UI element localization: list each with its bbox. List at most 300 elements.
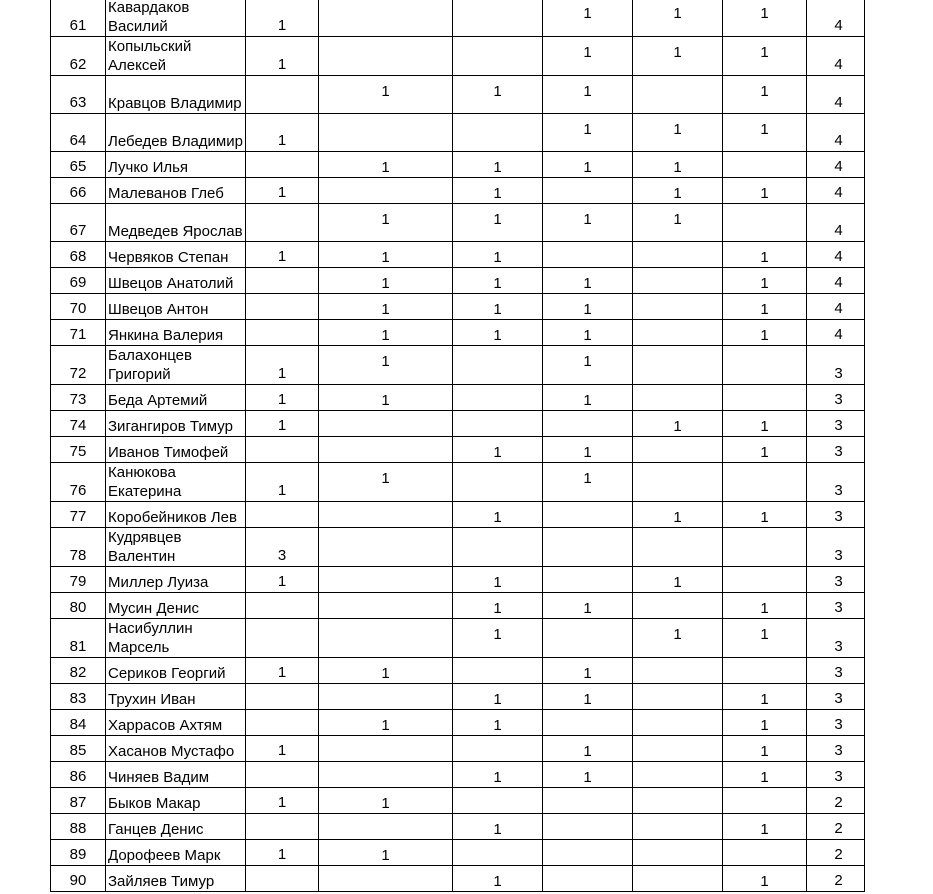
score-cell-5 bbox=[633, 593, 723, 619]
row-number-cell: 83 bbox=[51, 684, 106, 710]
score-cell-5: 1 bbox=[633, 152, 723, 178]
score-cell-1 bbox=[246, 320, 319, 346]
score-cell-5: 1 bbox=[633, 502, 723, 528]
score-cell-3: 1 bbox=[453, 204, 543, 242]
score-cell-6: 1 bbox=[723, 178, 807, 204]
table-row bbox=[51, 76, 865, 114]
total-score-cell: 3 bbox=[807, 463, 865, 502]
score-cell-3 bbox=[453, 37, 543, 76]
score-cell-5 bbox=[633, 385, 723, 411]
row-number-cell: 74 bbox=[51, 411, 106, 437]
row-number-cell: 86 bbox=[51, 762, 106, 788]
score-cell-5 bbox=[633, 710, 723, 736]
student-name-cell: Кавардаков Василий bbox=[106, 0, 246, 37]
total-score-cell: 3 bbox=[807, 385, 865, 411]
total-score-cell: 3 bbox=[807, 567, 865, 593]
table-row bbox=[51, 385, 865, 411]
table-row bbox=[51, 178, 865, 204]
score-cell-3: 1 bbox=[453, 268, 543, 294]
score-cell-6: 1 bbox=[723, 619, 807, 658]
score-cell-4: 1 bbox=[543, 593, 633, 619]
row-number-cell: 84 bbox=[51, 710, 106, 736]
score-cell-4 bbox=[543, 788, 633, 814]
score-cell-2 bbox=[319, 437, 453, 463]
score-cell-1: 1 bbox=[246, 385, 319, 411]
table-row bbox=[51, 114, 865, 152]
score-cell-2: 1 bbox=[319, 710, 453, 736]
score-cell-6: 1 bbox=[723, 0, 807, 37]
score-cell-3: 1 bbox=[453, 814, 543, 840]
score-cell-4: 1 bbox=[543, 320, 633, 346]
score-cell-3: 1 bbox=[453, 762, 543, 788]
score-cell-4 bbox=[543, 567, 633, 593]
score-cell-5 bbox=[633, 788, 723, 814]
score-cell-5: 1 bbox=[633, 411, 723, 437]
score-cell-1: 1 bbox=[246, 658, 319, 684]
row-number-cell: 61 bbox=[51, 0, 106, 37]
score-cell-3 bbox=[453, 0, 543, 37]
score-cell-1 bbox=[246, 294, 319, 320]
table-row bbox=[51, 242, 865, 268]
score-cell-5 bbox=[633, 268, 723, 294]
score-cell-5 bbox=[633, 814, 723, 840]
score-cell-1 bbox=[246, 204, 319, 242]
table-row bbox=[51, 152, 865, 178]
score-cell-6: 1 bbox=[723, 37, 807, 76]
score-cell-1 bbox=[246, 76, 319, 114]
score-cell-4: 1 bbox=[543, 346, 633, 385]
student-name-cell: Кравцов Владимир bbox=[106, 76, 246, 114]
student-name-cell: Зайляев Тимур bbox=[106, 866, 246, 892]
score-cell-1 bbox=[246, 502, 319, 528]
score-cell-3: 1 bbox=[453, 76, 543, 114]
score-cell-4: 1 bbox=[543, 114, 633, 152]
score-cell-4: 1 bbox=[543, 437, 633, 463]
student-name-cell: Янкина Валерия bbox=[106, 320, 246, 346]
score-cell-5: 1 bbox=[633, 619, 723, 658]
student-name-cell: Беда Артемий bbox=[106, 385, 246, 411]
total-score-cell: 3 bbox=[807, 684, 865, 710]
score-cell-1 bbox=[246, 437, 319, 463]
score-cell-6: 1 bbox=[723, 502, 807, 528]
total-score-cell: 3 bbox=[807, 346, 865, 385]
student-name-cell: Миллер Луиза bbox=[106, 567, 246, 593]
score-cell-2: 1 bbox=[319, 76, 453, 114]
score-cell-6 bbox=[723, 204, 807, 242]
row-number-cell: 69 bbox=[51, 268, 106, 294]
score-cell-5: 1 bbox=[633, 37, 723, 76]
score-cell-1 bbox=[246, 710, 319, 736]
score-cell-2: 1 bbox=[319, 658, 453, 684]
score-cell-5 bbox=[633, 242, 723, 268]
score-cell-1 bbox=[246, 814, 319, 840]
score-cell-1: 3 bbox=[246, 528, 319, 567]
score-cell-4: 1 bbox=[543, 268, 633, 294]
table-row bbox=[51, 736, 865, 762]
score-cell-6 bbox=[723, 528, 807, 567]
score-cell-6: 1 bbox=[723, 114, 807, 152]
score-cell-3: 1 bbox=[453, 242, 543, 268]
row-number-cell: 80 bbox=[51, 593, 106, 619]
score-cell-2: 1 bbox=[319, 840, 453, 866]
score-cell-4: 1 bbox=[543, 204, 633, 242]
total-score-cell: 4 bbox=[807, 268, 865, 294]
score-cell-5 bbox=[633, 736, 723, 762]
score-cell-6: 1 bbox=[723, 866, 807, 892]
score-cell-5 bbox=[633, 76, 723, 114]
total-score-cell: 4 bbox=[807, 152, 865, 178]
table-row bbox=[51, 204, 865, 242]
table-row bbox=[51, 411, 865, 437]
table-row bbox=[51, 268, 865, 294]
score-cell-3 bbox=[453, 463, 543, 502]
student-name-cell: Иванов Тимофей bbox=[106, 437, 246, 463]
score-cell-3 bbox=[453, 840, 543, 866]
total-score-cell: 3 bbox=[807, 593, 865, 619]
score-cell-2 bbox=[319, 619, 453, 658]
student-name-cell: Лебедев Владимир bbox=[106, 114, 246, 152]
student-name-cell: Швецов Антон bbox=[106, 294, 246, 320]
score-cell-2 bbox=[319, 736, 453, 762]
score-cell-2 bbox=[319, 528, 453, 567]
score-cell-2 bbox=[319, 37, 453, 76]
row-number-cell: 77 bbox=[51, 502, 106, 528]
table-row bbox=[51, 866, 865, 892]
table-row bbox=[51, 814, 865, 840]
score-cell-2 bbox=[319, 866, 453, 892]
score-cell-3: 1 bbox=[453, 178, 543, 204]
score-cell-3: 1 bbox=[453, 320, 543, 346]
score-cell-3: 1 bbox=[453, 619, 543, 658]
total-score-cell: 4 bbox=[807, 242, 865, 268]
score-cell-1: 1 bbox=[246, 242, 319, 268]
score-cell-6: 1 bbox=[723, 411, 807, 437]
score-cell-5: 1 bbox=[633, 567, 723, 593]
score-cell-1 bbox=[246, 593, 319, 619]
score-cell-2 bbox=[319, 762, 453, 788]
total-score-cell: 3 bbox=[807, 762, 865, 788]
score-cell-5 bbox=[633, 840, 723, 866]
score-cell-4 bbox=[543, 866, 633, 892]
student-name-cell: Насибуллин Марсель bbox=[106, 619, 246, 658]
score-cell-4: 1 bbox=[543, 0, 633, 37]
row-number-cell: 67 bbox=[51, 204, 106, 242]
score-cell-2: 1 bbox=[319, 204, 453, 242]
score-cell-4: 1 bbox=[543, 37, 633, 76]
table-row bbox=[51, 294, 865, 320]
total-score-cell: 2 bbox=[807, 840, 865, 866]
student-name-cell: Малеванов Глеб bbox=[106, 178, 246, 204]
score-cell-2: 1 bbox=[319, 385, 453, 411]
score-cell-5 bbox=[633, 463, 723, 502]
score-cell-6 bbox=[723, 788, 807, 814]
score-cell-5 bbox=[633, 294, 723, 320]
score-cell-4: 1 bbox=[543, 385, 633, 411]
table-row bbox=[51, 37, 865, 76]
score-cell-3: 1 bbox=[453, 567, 543, 593]
score-cell-6: 1 bbox=[723, 762, 807, 788]
row-number-cell: 68 bbox=[51, 242, 106, 268]
score-cell-1: 1 bbox=[246, 114, 319, 152]
score-cell-4 bbox=[543, 840, 633, 866]
score-cell-4: 1 bbox=[543, 76, 633, 114]
score-cell-1: 1 bbox=[246, 178, 319, 204]
student-name-cell: Медведев Ярослав bbox=[106, 204, 246, 242]
table-row bbox=[51, 658, 865, 684]
student-name-cell: Хасанов Мустафо bbox=[106, 736, 246, 762]
score-cell-1 bbox=[246, 762, 319, 788]
score-cell-2: 1 bbox=[319, 152, 453, 178]
score-cell-3 bbox=[453, 658, 543, 684]
total-score-cell: 4 bbox=[807, 76, 865, 114]
table-row bbox=[51, 320, 865, 346]
score-cell-4 bbox=[543, 528, 633, 567]
student-name-cell: Быков Макар bbox=[106, 788, 246, 814]
score-cell-2: 1 bbox=[319, 788, 453, 814]
total-score-cell: 3 bbox=[807, 710, 865, 736]
score-cell-2: 1 bbox=[319, 463, 453, 502]
total-score-cell: 2 bbox=[807, 866, 865, 892]
score-cell-1 bbox=[246, 684, 319, 710]
table-row bbox=[51, 840, 865, 866]
score-cell-4: 1 bbox=[543, 684, 633, 710]
table-row bbox=[51, 346, 865, 385]
score-cell-4: 1 bbox=[543, 762, 633, 788]
score-cell-6: 1 bbox=[723, 684, 807, 710]
student-name-cell: Трухин Иван bbox=[106, 684, 246, 710]
student-name-cell: Балахонцев Григорий bbox=[106, 346, 246, 385]
score-cell-6 bbox=[723, 152, 807, 178]
row-number-cell: 85 bbox=[51, 736, 106, 762]
score-cell-6 bbox=[723, 658, 807, 684]
score-cell-5: 1 bbox=[633, 114, 723, 152]
score-cell-6: 1 bbox=[723, 294, 807, 320]
total-score-cell: 3 bbox=[807, 502, 865, 528]
score-cell-5 bbox=[633, 866, 723, 892]
score-cell-3: 1 bbox=[453, 502, 543, 528]
score-cell-1: 1 bbox=[246, 0, 319, 37]
total-score-cell: 2 bbox=[807, 788, 865, 814]
row-number-cell: 89 bbox=[51, 840, 106, 866]
score-cell-5: 1 bbox=[633, 204, 723, 242]
row-number-cell: 90 bbox=[51, 866, 106, 892]
student-name-cell: Канюкова Екатерина bbox=[106, 463, 246, 502]
score-cell-5 bbox=[633, 658, 723, 684]
score-cell-6 bbox=[723, 385, 807, 411]
score-cell-1 bbox=[246, 152, 319, 178]
score-cell-2 bbox=[319, 411, 453, 437]
score-cell-5 bbox=[633, 346, 723, 385]
score-cell-2: 1 bbox=[319, 320, 453, 346]
score-cell-5 bbox=[633, 437, 723, 463]
table-row bbox=[51, 684, 865, 710]
score-cell-6 bbox=[723, 567, 807, 593]
score-cell-5 bbox=[633, 684, 723, 710]
row-number-cell: 78 bbox=[51, 528, 106, 567]
student-name-cell: Коробейников Лев bbox=[106, 502, 246, 528]
score-cell-3 bbox=[453, 788, 543, 814]
score-cell-1 bbox=[246, 866, 319, 892]
student-name-cell: Харрасов Ахтям bbox=[106, 710, 246, 736]
student-name-cell: Чиняев Вадим bbox=[106, 762, 246, 788]
score-cell-6 bbox=[723, 840, 807, 866]
score-cell-4: 1 bbox=[543, 463, 633, 502]
score-cell-1 bbox=[246, 268, 319, 294]
score-cell-1: 1 bbox=[246, 346, 319, 385]
score-cell-3 bbox=[453, 411, 543, 437]
score-cell-6: 1 bbox=[723, 320, 807, 346]
student-name-cell: Дорофеев Марк bbox=[106, 840, 246, 866]
table-row bbox=[51, 437, 865, 463]
score-cell-1: 1 bbox=[246, 736, 319, 762]
row-number-cell: 88 bbox=[51, 814, 106, 840]
table-row bbox=[51, 762, 865, 788]
student-name-cell: Копыльский Алексей bbox=[106, 37, 246, 76]
student-name-cell: Кудрявцев Валентин bbox=[106, 528, 246, 567]
score-cell-4 bbox=[543, 242, 633, 268]
score-cell-1: 1 bbox=[246, 567, 319, 593]
table-row bbox=[51, 528, 865, 567]
score-cell-6: 1 bbox=[723, 593, 807, 619]
table-row bbox=[51, 502, 865, 528]
score-cell-5: 1 bbox=[633, 178, 723, 204]
total-score-cell: 4 bbox=[807, 37, 865, 76]
student-name-cell: Лучко Илья bbox=[106, 152, 246, 178]
score-cell-4: 1 bbox=[543, 152, 633, 178]
table-row bbox=[51, 710, 865, 736]
score-cell-2: 1 bbox=[319, 242, 453, 268]
score-cell-2 bbox=[319, 567, 453, 593]
score-cell-6: 1 bbox=[723, 242, 807, 268]
score-cell-3: 1 bbox=[453, 294, 543, 320]
score-cell-5: 1 bbox=[633, 0, 723, 37]
score-cell-3: 1 bbox=[453, 710, 543, 736]
row-number-cell: 87 bbox=[51, 788, 106, 814]
total-score-cell: 4 bbox=[807, 114, 865, 152]
score-cell-3: 1 bbox=[453, 437, 543, 463]
score-cell-3 bbox=[453, 346, 543, 385]
student-name-cell: Зигангиров Тимур bbox=[106, 411, 246, 437]
total-score-cell: 4 bbox=[807, 320, 865, 346]
student-name-cell: Сериков Георгий bbox=[106, 658, 246, 684]
student-name-cell: Швецов Анатолий bbox=[106, 268, 246, 294]
score-cell-2 bbox=[319, 114, 453, 152]
score-cell-4: 1 bbox=[543, 294, 633, 320]
score-cell-1: 1 bbox=[246, 37, 319, 76]
total-score-cell: 3 bbox=[807, 736, 865, 762]
total-score-cell: 3 bbox=[807, 411, 865, 437]
row-number-cell: 79 bbox=[51, 567, 106, 593]
score-cell-1: 1 bbox=[246, 840, 319, 866]
score-cell-5 bbox=[633, 528, 723, 567]
score-cell-4 bbox=[543, 411, 633, 437]
score-cell-2 bbox=[319, 593, 453, 619]
score-cell-1: 1 bbox=[246, 463, 319, 502]
score-cell-4 bbox=[543, 178, 633, 204]
table-row bbox=[51, 567, 865, 593]
score-cell-1: 1 bbox=[246, 411, 319, 437]
score-cell-2 bbox=[319, 684, 453, 710]
score-cell-5 bbox=[633, 320, 723, 346]
total-score-cell: 2 bbox=[807, 814, 865, 840]
row-number-cell: 65 bbox=[51, 152, 106, 178]
row-number-cell: 82 bbox=[51, 658, 106, 684]
row-number-cell: 70 bbox=[51, 294, 106, 320]
row-number-cell: 72 bbox=[51, 346, 106, 385]
row-number-cell: 64 bbox=[51, 114, 106, 152]
score-cell-2 bbox=[319, 178, 453, 204]
table-row bbox=[51, 788, 865, 814]
score-cell-2: 1 bbox=[319, 294, 453, 320]
score-cell-1 bbox=[246, 619, 319, 658]
score-cell-3: 1 bbox=[453, 593, 543, 619]
score-cell-6 bbox=[723, 463, 807, 502]
score-cell-6: 1 bbox=[723, 76, 807, 114]
score-cell-6: 1 bbox=[723, 710, 807, 736]
score-cell-5 bbox=[633, 762, 723, 788]
score-cell-3 bbox=[453, 528, 543, 567]
score-cell-2 bbox=[319, 502, 453, 528]
student-name-cell: Червяков Степан bbox=[106, 242, 246, 268]
score-cell-3 bbox=[453, 385, 543, 411]
score-cell-6: 1 bbox=[723, 814, 807, 840]
score-cell-4: 1 bbox=[543, 736, 633, 762]
total-score-cell: 3 bbox=[807, 658, 865, 684]
score-cell-2: 1 bbox=[319, 268, 453, 294]
score-cell-6: 1 bbox=[723, 736, 807, 762]
student-name-cell: Ганцев Денис bbox=[106, 814, 246, 840]
total-score-cell: 4 bbox=[807, 178, 865, 204]
table-row bbox=[51, 619, 865, 658]
score-cell-4 bbox=[543, 710, 633, 736]
student-name-cell: Мусин Денис bbox=[106, 593, 246, 619]
row-number-cell: 76 bbox=[51, 463, 106, 502]
table-row bbox=[51, 593, 865, 619]
score-cell-4: 1 bbox=[543, 658, 633, 684]
score-cell-2 bbox=[319, 814, 453, 840]
score-cell-6: 1 bbox=[723, 268, 807, 294]
total-score-cell: 4 bbox=[807, 204, 865, 242]
score-cell-3: 1 bbox=[453, 684, 543, 710]
row-number-cell: 63 bbox=[51, 76, 106, 114]
score-cell-4 bbox=[543, 814, 633, 840]
row-number-cell: 62 bbox=[51, 37, 106, 76]
total-score-cell: 4 bbox=[807, 294, 865, 320]
row-number-cell: 71 bbox=[51, 320, 106, 346]
total-score-cell: 3 bbox=[807, 528, 865, 567]
table-row bbox=[51, 463, 865, 502]
score-cell-2: 1 bbox=[319, 346, 453, 385]
table-row bbox=[51, 0, 865, 37]
total-score-cell: 4 bbox=[807, 0, 865, 37]
score-cell-3: 1 bbox=[453, 152, 543, 178]
score-cell-1: 1 bbox=[246, 788, 319, 814]
score-cell-4 bbox=[543, 502, 633, 528]
total-score-cell: 3 bbox=[807, 437, 865, 463]
score-cell-3 bbox=[453, 114, 543, 152]
score-cell-2 bbox=[319, 0, 453, 37]
score-cell-6 bbox=[723, 346, 807, 385]
row-number-cell: 73 bbox=[51, 385, 106, 411]
score-cell-6: 1 bbox=[723, 437, 807, 463]
row-number-cell: 75 bbox=[51, 437, 106, 463]
row-number-cell: 81 bbox=[51, 619, 106, 658]
results-table bbox=[50, 0, 865, 892]
row-number-cell: 66 bbox=[51, 178, 106, 204]
score-cell-3: 1 bbox=[453, 866, 543, 892]
total-score-cell: 3 bbox=[807, 619, 865, 658]
score-cell-4 bbox=[543, 619, 633, 658]
